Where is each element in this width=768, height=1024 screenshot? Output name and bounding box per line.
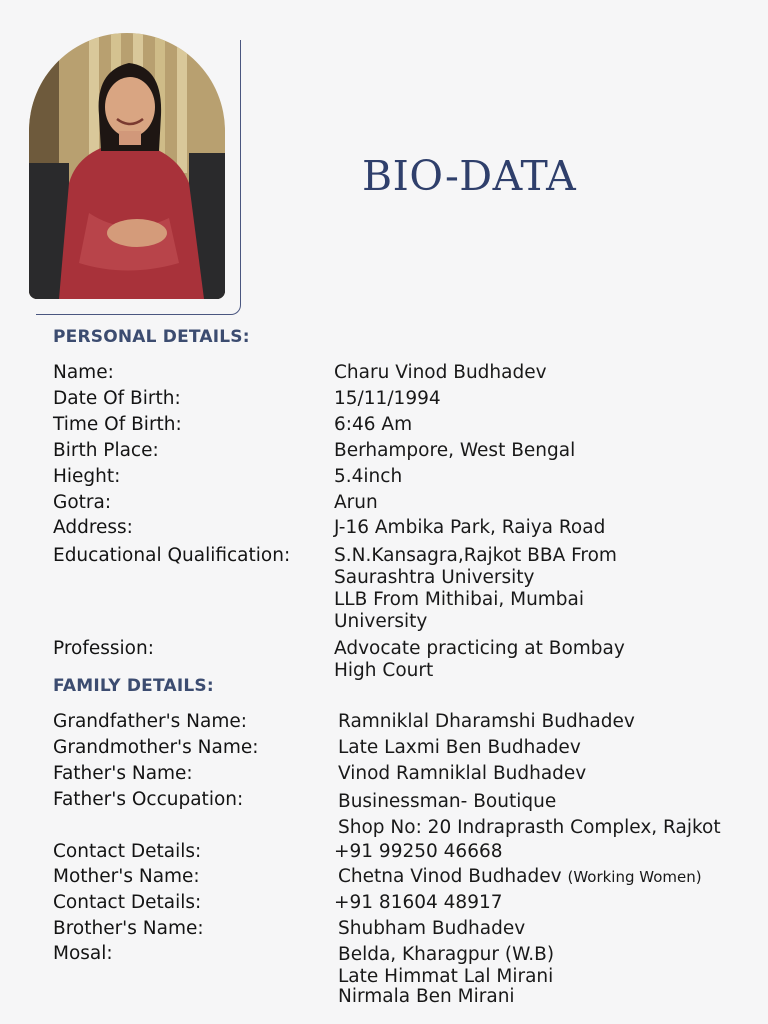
profession-line: High Court: [334, 660, 434, 681]
height-label: Hieght:: [53, 466, 121, 487]
name-value: Charu Vinod Budhadev: [334, 362, 547, 383]
mosal-label: Mosal:: [53, 943, 113, 964]
document-title: BIO-DATA: [362, 152, 577, 200]
address-label: Address:: [53, 517, 133, 538]
grandmother-label: Grandmother's Name:: [53, 737, 259, 758]
mosal-value: [338, 943, 554, 1007]
address-value: J-16 Ambika Park, Raiya Road: [334, 517, 606, 538]
mother-value: [338, 866, 702, 888]
education-label: Educational Qualification:: [53, 545, 291, 566]
dob-label: Date Of Birth:: [53, 388, 181, 409]
profession-label: Profession:: [53, 638, 154, 659]
mother-contact-label: Contact Details:: [53, 892, 202, 913]
tob-label: Time Of Birth:: [53, 414, 182, 435]
grandfather-value: Ramniklal Dharamshi Budhadev: [338, 711, 635, 732]
grandmother-value: Late Laxmi Ben Budhadev: [338, 737, 581, 758]
profession-value: [334, 638, 625, 682]
brother-label: Brother's Name:: [53, 918, 204, 939]
gotra-label: Gotra:: [53, 492, 112, 513]
dob-value: 15/11/1994: [334, 388, 441, 409]
father-value: Vinod Ramniklal Budhadev: [338, 763, 587, 784]
tob-value: 6:46 Am: [334, 414, 413, 435]
father-occupation-value: [338, 789, 721, 841]
height-value: 5.4inch: [334, 466, 403, 487]
brother-value: Shubham Budhadev: [338, 918, 526, 939]
birthplace-value: Berhampore, West Bengal: [334, 440, 576, 461]
father-contact-label: Contact Details:: [53, 841, 202, 862]
gotra-value: Arun: [334, 492, 378, 513]
father-occupation-label: Father's Occupation:: [53, 789, 244, 810]
mother-contact-value: +91 81604 48917: [334, 892, 503, 913]
name-label: Name:: [53, 362, 114, 383]
father-occupation-line: Businessman- Boutique: [338, 791, 557, 812]
family-details-heading: FAMILY DETAILS:: [53, 676, 214, 696]
mosal-line: Nirmala Ben Mirani: [338, 986, 515, 1007]
profession-line: Advocate practicing at Bombay: [334, 638, 625, 659]
father-label: Father's Name:: [53, 763, 193, 784]
mosal-line: Belda, Kharagpur (W.B): [338, 944, 555, 965]
birthplace-label: Birth Place:: [53, 440, 159, 461]
mother-name: Chetna Vinod Budhadev: [338, 866, 562, 887]
father-contact-value: +91 99250 46668: [334, 841, 503, 862]
mosal-line: Late Himmat Lal Mirani: [338, 966, 554, 987]
grandfather-label: Grandfather's Name:: [53, 711, 247, 732]
education-line: S.N.Kansagra,Rajkot BBA From: [334, 545, 617, 566]
education-line: LLB From Mithibai, Mumbai: [334, 589, 585, 610]
education-value: [334, 545, 617, 633]
father-occupation-line: Shop No: 20 Indraprasth Complex, Rajkot: [338, 817, 721, 838]
mother-note: (Working Women): [567, 868, 702, 886]
profile-photo: [29, 33, 225, 299]
education-line: University: [334, 611, 428, 632]
mother-label: Mother's Name:: [53, 866, 200, 887]
personal-details-heading: PERSONAL DETAILS:: [53, 327, 250, 347]
education-line: Saurashtra University: [334, 567, 535, 588]
